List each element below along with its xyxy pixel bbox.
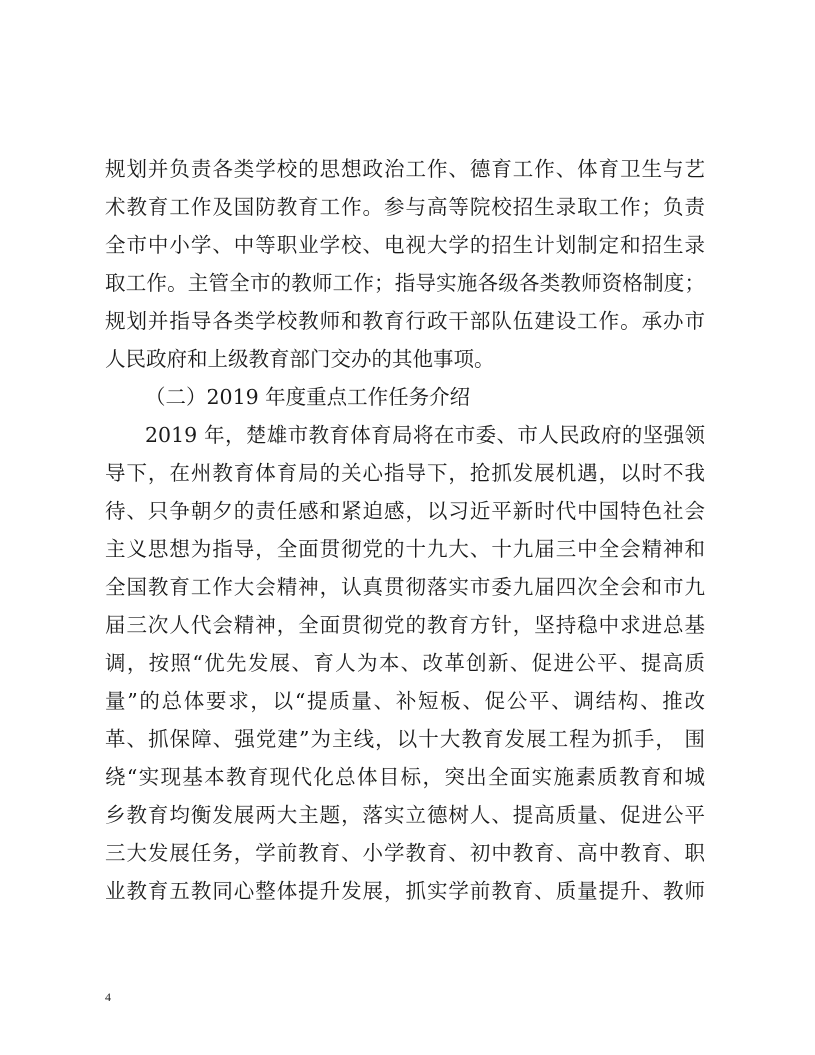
paragraph-2-line-9: 革、抓保障、强党建”为主线，以十大教育发展工程为抓手， 围 [105, 727, 705, 751]
paragraph-2-line-5: 全国教育工作大会精神，认真贯彻落实市委九届四次全会和市九 [105, 575, 705, 599]
paragraph-1-line-2: 术教育工作及国防教育工作。参与高等院校招生录取工作；负责 [105, 195, 705, 219]
paragraph-1-line-6: 人民政府和上级教育部门交办的其他事项。 [105, 347, 495, 371]
paragraph-2-line-7: 调，按照“优先发展、育人为本、改革创新、促进公平、提高质 [105, 651, 705, 675]
paragraph-1-line-3: 全市中小学、中等职业学校、电视大学的招生计划制定和招生录 [105, 233, 705, 257]
section-heading: （二）2019 年度重点工作任务介绍 [145, 385, 471, 409]
paragraph-1-line-4: 取工作。主管全市的教师工作；指导实施各级各类教师资格制度； [105, 271, 705, 295]
paragraph-2-line-3: 待、只争朝夕的责任感和紧迫感，以习近平新时代中国特色社会 [105, 499, 705, 523]
paragraph-2-line-13: 业教育五教同心整体提升发展，抓实学前教育、质量提升、教师 [105, 879, 705, 903]
page-number: 4 [105, 990, 111, 1004]
paragraph-2-line-11: 乡教育均衡发展两大主题，落实立德树人、提高质量、促进公平 [105, 803, 705, 827]
paragraph-2-line-12: 三大发展任务，学前教育、小学教育、初中教育、高中教育、职 [105, 841, 705, 865]
paragraph-2-line-8: 量”的总体要求，以“提质量、补短板、促公平、调结构、推改 [105, 689, 705, 713]
paragraph-2-line-6: 届三次人代会精神，全面贯彻党的教育方针，坚持稳中求进总基 [105, 613, 705, 637]
paragraph-2-line-2: 导下，在州教育体育局的关心指导下，抢抓发展机遇，以时不我 [105, 461, 705, 485]
paragraph-1-line-5: 规划并指导各类学校教师和教育行政干部队伍建设工作。承办市 [105, 309, 705, 333]
paragraph-1-line-1: 规划并负责各类学校的思想政治工作、德育工作、体育卫生与艺 [105, 157, 705, 181]
paragraph-2-line-4: 主义思想为指导，全面贯彻党的十九大、十九届三中全会精神和 [105, 537, 705, 561]
paragraph-2-line-1: 2019 年，楚雄市教育体育局将在市委、市人民政府的坚强领 [145, 423, 705, 447]
paragraph-2-line-10: 绕“实现基本教育现代化总体目标，突出全面实施素质教育和城 [105, 765, 705, 789]
